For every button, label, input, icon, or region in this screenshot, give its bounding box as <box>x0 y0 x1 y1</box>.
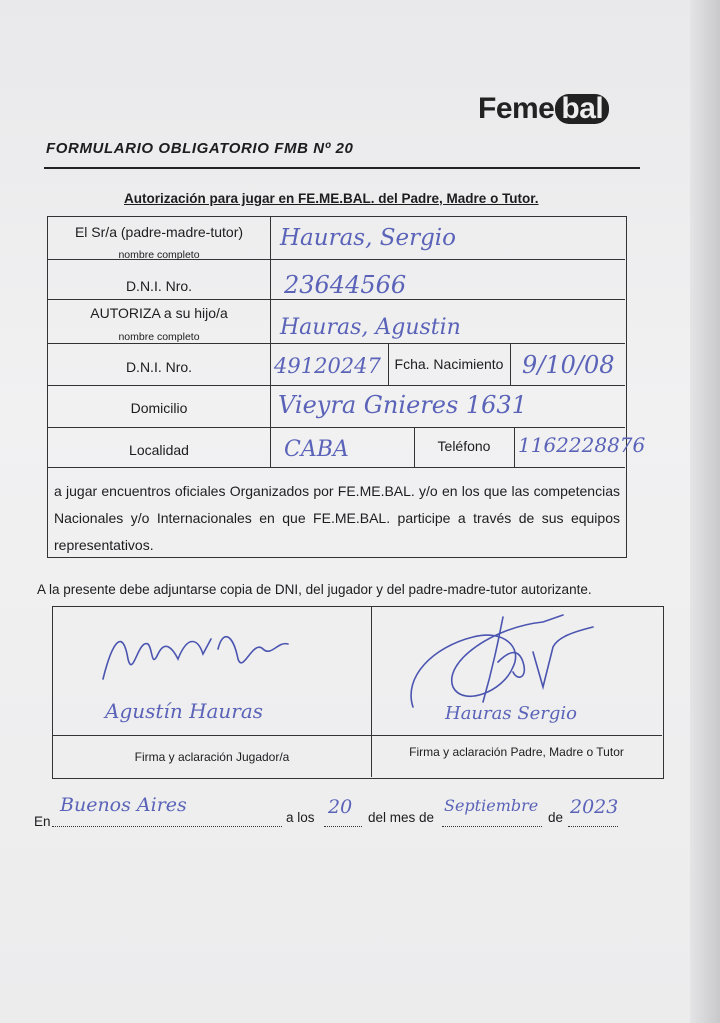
attachment-note: A la presente debe adjuntarse copia de DNI, del jugador y del padre-madre-tutor autorizante. <box>37 582 592 597</box>
parent-signature-label: Firma y aclaración Padre, Madre o Tutor <box>409 745 624 759</box>
de-label: de <box>548 810 564 825</box>
player-signature-label: Firma y aclaración Jugador/a <box>134 750 290 764</box>
city-label: Localidad <box>129 442 189 458</box>
address-label: Domicilio <box>130 400 188 416</box>
row-divider <box>48 467 625 468</box>
month-label: del mes de <box>368 810 435 825</box>
month-value: Septiembre <box>444 796 539 815</box>
row-divider <box>48 299 625 300</box>
parent-name-value: Hauras, Sergio <box>280 225 457 251</box>
date-place-line <box>34 794 674 838</box>
parent-name-sublabel: nombre completo <box>118 249 200 261</box>
signature-row-divider <box>53 735 662 736</box>
child-name-label: AUTORIZA a su hijo/a <box>90 305 228 321</box>
column-divider <box>270 217 271 467</box>
paper-edge-shadow <box>690 0 720 1023</box>
signature-table <box>52 606 664 779</box>
player-signature-scribble <box>93 619 293 699</box>
birth-date-label: Fcha. Nacimiento <box>394 356 504 372</box>
column-divider <box>510 343 511 385</box>
row-divider <box>48 427 625 428</box>
year-value: 2023 <box>570 796 619 818</box>
player-printed-name: Agustín Hauras <box>105 699 264 723</box>
child-dni-label: D.N.I. Nro. <box>125 359 193 375</box>
parent-name-label: El Sr/a (padre-madre-tutor) <box>74 224 244 240</box>
city-value: CABA <box>284 437 349 462</box>
parent-dni-value: 23644566 <box>284 271 407 299</box>
title-divider <box>44 167 640 169</box>
form-title: FORMULARIO OBLIGATORIO FMB Nº 20 <box>46 140 354 157</box>
row-divider <box>48 385 625 386</box>
place-value: Buenos Aires <box>60 794 187 816</box>
child-name-value: Hauras, Agustin <box>280 315 461 340</box>
form-subtitle: Autorización para jugar en FE.ME.BAL. del Padre, Madre o Tutor. <box>124 191 539 206</box>
child-name-sublabel: nombre completo <box>118 331 200 343</box>
address-value: Vieyra Gnieres 1631 <box>278 391 527 419</box>
parent-dni-label: D.N.I. Nro. <box>125 278 193 294</box>
parent-printed-name: Hauras Sergio <box>445 703 578 724</box>
a-los-label: a los <box>286 810 315 825</box>
authorization-paragraph: a jugar encuentros oficiales Organizados por FE.ME.BAL. y/o en los que las competencias Nacionales y/o Internacionales en que FE.ME.BAL. participe a través de sus equipos representativos. <box>54 483 620 553</box>
child-dni-value: 49120247 <box>274 354 381 378</box>
day-value: 20 <box>328 796 353 818</box>
birth-date-value: 9/10/08 <box>522 351 615 379</box>
phone-value: 1162228876 <box>518 433 646 457</box>
femebal-logo: Feme bal <box>478 92 609 126</box>
phone-label: Teléfono <box>437 438 491 454</box>
en-label: En <box>34 814 51 829</box>
column-divider <box>514 427 515 467</box>
row-divider <box>48 343 625 344</box>
